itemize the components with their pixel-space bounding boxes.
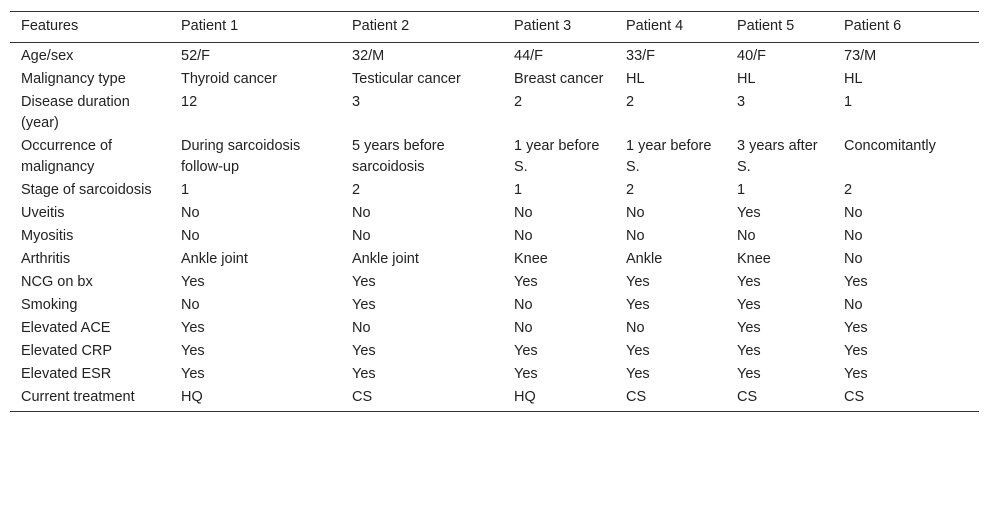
table-cell: Yes xyxy=(626,297,650,313)
row-label-cell: Stage of sarcoidosis xyxy=(21,182,152,198)
table-cell: Yes xyxy=(737,274,761,290)
table-cell: 12 xyxy=(181,94,198,110)
table-cell: Yes xyxy=(844,320,868,336)
table-cell: Ankle joint xyxy=(352,251,419,267)
table-row xyxy=(10,68,979,91)
table-cell: 3 years after S. xyxy=(737,138,818,175)
table-cell: Knee xyxy=(514,251,548,267)
table-cell: Ankle xyxy=(626,251,663,267)
row-label-cell: Smoking xyxy=(21,297,78,313)
table-cell: CS xyxy=(352,389,373,405)
table-cell: 52/F xyxy=(181,48,211,64)
table-cell: No xyxy=(352,228,371,244)
table-cell: Breast cancer xyxy=(514,71,604,87)
table-cell: Yes xyxy=(514,343,538,359)
table-cell: Yes xyxy=(352,343,376,359)
table-row xyxy=(10,363,979,386)
row-label-cell: NCG on bx xyxy=(21,274,93,290)
row-label-cell: Malignancy type xyxy=(21,71,126,87)
table-cell: During sarcoidosis follow-up xyxy=(181,138,301,175)
header-row xyxy=(10,12,979,43)
table-cell: No xyxy=(626,320,645,336)
table-cell: Yes xyxy=(626,343,650,359)
row-label-cell: Myositis xyxy=(21,228,74,244)
table-cell: Yes xyxy=(352,366,376,382)
table-cell: Yes xyxy=(737,320,761,336)
table-container xyxy=(10,11,979,412)
row-label-cell: Elevated ACE xyxy=(21,320,111,336)
table-cell: HQ xyxy=(514,389,536,405)
table-cell: No xyxy=(844,251,863,267)
table-cell: CS xyxy=(737,389,758,405)
row-label-cell: Uveitis xyxy=(21,205,65,221)
table-cell: 1 xyxy=(844,94,853,110)
table-cell: Yes xyxy=(737,205,761,221)
table-row xyxy=(10,340,979,363)
table-cell: 1 year before S. xyxy=(626,138,712,175)
table-row xyxy=(10,135,979,179)
table-cell: HL xyxy=(844,71,863,87)
table-cell: Testicular cancer xyxy=(352,71,461,87)
table-cell: Yes xyxy=(626,274,650,290)
table-cell: No xyxy=(352,320,371,336)
table-cell: No xyxy=(514,228,533,244)
header-cell-patient-3: Patient 3 xyxy=(514,18,572,34)
table-cell: Yes xyxy=(181,343,205,359)
table-cell: No xyxy=(181,297,200,313)
table-cell: Yes xyxy=(737,297,761,313)
table-cell: No xyxy=(514,205,533,221)
table-cell: Yes xyxy=(737,343,761,359)
row-label-cell: Elevated CRP xyxy=(21,343,113,359)
table-cell: 2 xyxy=(844,182,853,198)
table-cell: CS xyxy=(844,389,865,405)
table-row xyxy=(10,386,979,412)
table-cell: No xyxy=(181,205,200,221)
table-row xyxy=(10,294,979,317)
header-cell-patient-6: Patient 6 xyxy=(844,18,902,34)
table-cell: Yes xyxy=(737,366,761,382)
header-cell-patient-2: Patient 2 xyxy=(352,18,410,34)
row-label-cell: Arthritis xyxy=(21,251,71,267)
row-label-cell: Current treatment xyxy=(21,389,135,405)
table-cell: Ankle joint xyxy=(181,251,248,267)
header-cell-features: Features xyxy=(21,18,79,34)
row-label-cell: Elevated ESR xyxy=(21,366,112,382)
header-cell-patient-4: Patient 4 xyxy=(626,18,684,34)
table-cell: Yes xyxy=(844,343,868,359)
table-cell: Yes xyxy=(181,320,205,336)
table-cell: HQ xyxy=(181,389,203,405)
table-cell: Yes xyxy=(514,274,538,290)
table-cell: 3 xyxy=(737,94,746,110)
table-cell: No xyxy=(514,320,533,336)
table-cell: 2 xyxy=(514,94,523,110)
table-cell: Yes xyxy=(181,366,205,382)
table-cell: No xyxy=(352,205,371,221)
row-label-cell: Occurrence of malignancy xyxy=(21,138,113,175)
table-cell: 5 years before sarcoidosis xyxy=(352,138,445,175)
table-cell: No xyxy=(737,228,756,244)
table-cell: Concomitantly xyxy=(844,138,936,154)
table-cell: 2 xyxy=(626,182,635,198)
table-cell: 1 xyxy=(514,182,523,198)
table-cell: 73/M xyxy=(844,48,877,64)
table-row xyxy=(10,248,979,271)
table-cell: HL xyxy=(737,71,756,87)
table-cell: CS xyxy=(626,389,647,405)
table-cell: Yes xyxy=(352,274,376,290)
table-cell: Yes xyxy=(844,366,868,382)
table-row xyxy=(10,43,979,69)
table-row xyxy=(10,225,979,248)
row-label-cell: Age/sex xyxy=(21,48,74,64)
table-cell: Yes xyxy=(352,297,376,313)
table-row xyxy=(10,317,979,340)
table-cell: Knee xyxy=(737,251,771,267)
table-cell: No xyxy=(626,205,645,221)
table-row xyxy=(10,179,979,202)
table-cell: 40/F xyxy=(737,48,767,64)
table-cell: No xyxy=(626,228,645,244)
table-row xyxy=(10,91,979,135)
table-cell: Yes xyxy=(181,274,205,290)
table-cell: 3 xyxy=(352,94,361,110)
table-cell: 33/F xyxy=(626,48,656,64)
table-cell: 32/M xyxy=(352,48,385,64)
table-cell: Yes xyxy=(514,366,538,382)
table-cell: 1 xyxy=(737,182,746,198)
table-cell: No xyxy=(844,205,863,221)
table-cell: No xyxy=(181,228,200,244)
table-cell: No xyxy=(844,228,863,244)
patient-features-table xyxy=(10,11,979,412)
header-cell-patient-5: Patient 5 xyxy=(737,18,795,34)
table-cell: 44/F xyxy=(514,48,544,64)
table-cell: 1 year before S. xyxy=(514,138,600,175)
table-cell: 2 xyxy=(352,182,361,198)
table-cell: No xyxy=(514,297,533,313)
table-cell: 1 xyxy=(181,182,190,198)
table-cell: 2 xyxy=(626,94,635,110)
table-cell: Yes xyxy=(844,274,868,290)
header-cell-patient-1: Patient 1 xyxy=(181,18,239,34)
table-cell: Yes xyxy=(626,366,650,382)
table-cell: No xyxy=(844,297,863,313)
table-header xyxy=(10,12,979,43)
table-cell: Thyroid cancer xyxy=(181,71,277,87)
table-row xyxy=(10,202,979,225)
table-cell: HL xyxy=(626,71,645,87)
table-row xyxy=(10,271,979,294)
row-label-cell: Disease duration (year) xyxy=(21,94,130,131)
table-body xyxy=(10,43,979,412)
